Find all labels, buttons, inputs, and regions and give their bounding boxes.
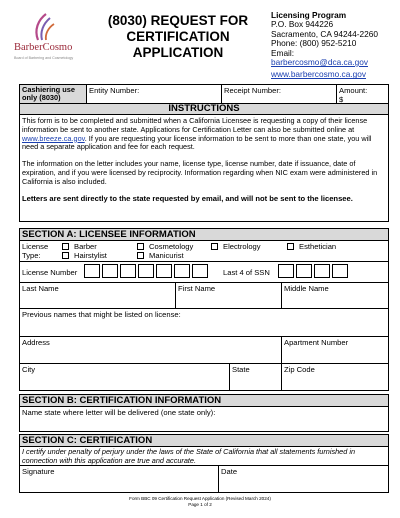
address-row [19,337,389,364]
section-b-heading-row [19,394,389,407]
ssn-digit-box[interactable] [314,264,330,278]
cashiering-row [19,85,389,104]
middle-name-field[interactable]: Middle Name [281,283,388,308]
license-number-row [19,262,389,282]
cosmetology-checkbox[interactable] [137,243,144,250]
license-digit-box[interactable] [174,264,190,278]
phone: Phone: (800) 952-5210 [271,38,357,49]
electrology-checkbox[interactable] [211,243,218,250]
form-id: Form BBC 09 Certification Request Application (Revised March 2024) [129,496,271,501]
breeze-link[interactable]: www.breeze.ca.gov [22,133,85,143]
section-c-heading: SECTION C: CERTIFICATION [22,435,153,446]
instructions-heading: INSTRUCTIONS [168,103,240,114]
instructions-para-3: Letters are sent directly to the state requested by email, and will not be sent to the licensee. [22,193,353,203]
esthetician-checkbox[interactable] [287,243,294,250]
amount-field[interactable]: Amount: $ [336,85,388,103]
ssn-digit-box[interactable] [278,264,294,278]
city-field[interactable]: City [22,365,36,374]
barber-checkbox[interactable] [62,243,69,250]
license-type-row: License Type: Barber Cosmetology Electrology Esthetician Hairstylist Manicurist [19,241,389,262]
section-a-heading-row [19,228,389,241]
license-digit-box[interactable] [192,264,208,278]
license-digit-box[interactable] [120,264,136,278]
page-footer [0,496,400,507]
license-digit-box[interactable] [102,264,118,278]
delivery-state-field[interactable]: Name state where letter will be delivered (one state only): [22,408,216,417]
po-box: P.O. Box 944226 [271,19,334,30]
section-a-heading: SECTION A: LICENSEE INFORMATION [22,229,196,240]
instructions-heading-row [19,104,389,115]
instructions-para-2: The information on the letter includes your name, license type, license number, date if issuance, date of expiration, and if you were licensed by reciprocity. Information regarding when NIC exam were administered in California is also included. [22,159,378,186]
license-digit-box[interactable] [84,264,100,278]
zip-field[interactable]: Zip Code [281,364,388,390]
license-number-label: License Number [22,268,78,277]
website-link[interactable]: www.barbercosmo.ca.gov [271,69,366,80]
ssn-digit-box[interactable] [296,264,312,278]
previous-names-row [19,309,389,337]
address-field[interactable]: Address [22,338,50,347]
city-row [19,364,389,391]
receipt-number-field[interactable]: Receipt Number: [221,85,336,103]
page-header [0,0,400,84]
previous-names-field[interactable]: Previous names that might be listed on license: [22,310,181,319]
page-number: Page 1 of 2 [188,501,212,507]
last-name-field[interactable]: Last Name [22,284,59,293]
logo-tagline: Board of Barbering and Cosmetology [14,56,74,60]
signature-field[interactable]: Signature [22,467,55,476]
signature-row [19,466,389,493]
email-label: Email: [271,47,295,58]
license-digit-box[interactable] [156,264,172,278]
certification-statement-row [19,447,389,466]
first-name-field[interactable]: First Name [175,283,281,308]
section-b-heading: SECTION B: CERTIFICATION INFORMATION [22,395,222,406]
barbercosmo-logo [14,12,76,62]
form-title: (8030) REQUEST FOR CERTIFICATION APPLICATION [107,13,249,60]
cashiering-label: Cashiering use only (8030) [20,85,86,103]
hairstylist-checkbox[interactable] [62,252,69,259]
program-name: Licensing Program [271,10,347,20]
instructions-para-1: This form is to be completed and submitted when a California Licensee is requesting a copy of their license information be sent to another state. Applications for Certification Letter can also be submitted online at www.breeze.ca.gov. If you are requesting your license information to be sent to more than one state, you will need a separate application and fee for each request. [22,116,372,152]
instructions-body [19,115,389,222]
application-form [19,84,389,493]
state-delivery-row [19,407,389,432]
logo-wordmark: BarberCosmo [14,42,73,53]
contact-info [271,11,378,80]
state-field[interactable]: State [229,364,281,390]
section-c-heading-row [19,434,389,447]
manicurist-checkbox[interactable] [137,252,144,259]
entity-number-field[interactable]: Entity Number: [86,85,221,103]
email-link[interactable]: barbercosmo@dca.ca.gov [271,57,368,68]
apartment-field[interactable]: Apartment Number [281,337,388,363]
ssn-label: Last 4 of SSN [223,268,270,277]
date-field[interactable]: Date [218,466,388,492]
certification-statement: I certify under penalty of perjury under the laws of the State of California that all statements furnished in connection with this application are true and accurate. [22,447,355,465]
license-digit-box[interactable] [138,264,154,278]
name-row [19,282,389,309]
mailing-city: Sacramento, CA 94244-2260 [271,28,379,39]
scissors-logo-icon [32,12,58,42]
ssn-digit-box[interactable] [332,264,348,278]
